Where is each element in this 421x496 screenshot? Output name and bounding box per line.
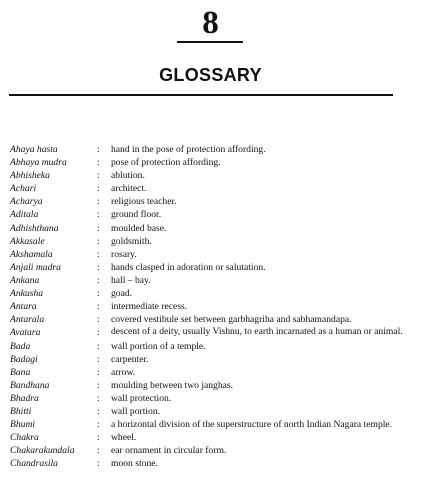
glossary-definition: wall portion. <box>111 405 161 417</box>
chapter-number: 8 <box>202 5 219 41</box>
glossary-term: Akkasale <box>10 235 45 247</box>
chapter-number-underline <box>177 41 243 43</box>
glossary-definition: ear ornament in circular form. <box>111 445 227 457</box>
title-divider <box>9 94 393 96</box>
glossary-entry <box>0 235 421 248</box>
glossary-definition: wheel. <box>111 432 137 444</box>
glossary-definition: pose of protection affording. <box>111 157 221 169</box>
glossary-definition: intermediate recess. <box>111 301 188 313</box>
glossary-term: Avatara <box>10 327 41 339</box>
term-separator: : <box>97 235 100 247</box>
glossary-term: Bada <box>10 340 31 352</box>
glossary-term: Bhadra <box>10 392 39 404</box>
term-separator: : <box>97 301 100 313</box>
glossary-definition: religious teacher. <box>111 196 177 208</box>
glossary-definition: descent of a deity, usually Vishnu, to earth incarnated as a human or animal. <box>111 326 403 338</box>
glossary-term: Abhaya mudra <box>10 157 67 169</box>
term-separator: : <box>97 274 100 286</box>
term-separator: : <box>97 405 100 417</box>
glossary-definition: hall – bay. <box>111 274 151 286</box>
glossary-definition: rosary. <box>111 248 137 260</box>
glossary-entry <box>0 313 421 326</box>
term-separator: : <box>97 419 100 431</box>
glossary-term: Aditala <box>10 209 39 221</box>
glossary-entry <box>0 169 421 182</box>
glossary-definition: ablution. <box>111 170 145 182</box>
glossary-entry <box>0 392 421 405</box>
term-separator: : <box>97 144 100 155</box>
glossary-term: Bandhana <box>10 379 50 391</box>
term-separator: : <box>97 432 100 444</box>
glossary-term: Chakra <box>10 432 39 444</box>
glossary-definition: goad. <box>111 288 133 300</box>
glossary-definition: moon stone. <box>111 458 158 470</box>
glossary-term: Ankusha <box>10 288 44 300</box>
glossary-entry <box>0 195 421 208</box>
term-separator: : <box>97 261 100 273</box>
glossary-term: Abhisheka <box>10 170 50 182</box>
glossary-definition: goldsmith. <box>111 235 152 247</box>
glossary-entry <box>0 353 421 366</box>
term-separator: : <box>97 392 100 404</box>
term-separator: : <box>97 314 100 326</box>
glossary-term: Adhishthana <box>10 222 59 234</box>
glossary-entry <box>0 326 421 339</box>
glossary-entry <box>0 261 421 274</box>
term-separator: : <box>97 379 100 391</box>
glossary-definition: wall portion of a temple. <box>111 340 206 352</box>
term-separator: : <box>97 209 100 221</box>
glossary-term: Bhumi <box>10 419 36 431</box>
glossary-entry <box>0 405 421 418</box>
glossary-entry <box>0 287 421 300</box>
glossary-term: Anjali mudra <box>10 261 61 273</box>
glossary-definition: a horizontal division of the superstructure of north Indian Nagara temple. <box>111 419 393 431</box>
glossary-entry <box>0 444 421 457</box>
glossary-definition: wall protection. <box>111 392 172 404</box>
glossary-term: Ankana <box>10 274 40 286</box>
term-separator: : <box>97 196 100 208</box>
glossary-definition: hands clasped in adoration or salutation. <box>111 261 266 273</box>
glossary-term: Acharya <box>10 196 43 208</box>
term-separator: : <box>97 340 100 352</box>
glossary-entry <box>0 222 421 235</box>
page-title: GLOSSARY <box>159 65 262 85</box>
glossary-definition: moulded base. <box>111 222 167 234</box>
glossary-entry <box>0 418 421 431</box>
glossary-term: Antarala <box>10 314 45 326</box>
glossary-entry <box>0 156 421 169</box>
term-separator: : <box>97 353 100 365</box>
glossary-term: Achari <box>10 183 37 195</box>
term-separator: : <box>97 248 100 260</box>
glossary-term: Badagi <box>10 353 38 365</box>
glossary-term: Akshamala <box>10 248 53 260</box>
term-separator: : <box>97 445 100 457</box>
glossary-term: Ahaya hasta <box>10 144 58 155</box>
glossary-term: Bana <box>10 366 31 378</box>
glossary-entry <box>0 379 421 392</box>
glossary-list <box>0 143 421 470</box>
glossary-definition: ground floor. <box>111 209 162 221</box>
term-separator: : <box>97 366 100 378</box>
glossary-entry <box>0 182 421 195</box>
term-separator: : <box>97 327 100 339</box>
term-separator: : <box>97 222 100 234</box>
term-separator: : <box>97 183 100 195</box>
term-separator: : <box>97 157 100 169</box>
glossary-entry <box>0 340 421 353</box>
term-separator: : <box>97 458 100 470</box>
glossary-entry <box>0 366 421 379</box>
glossary-definition: architect. <box>111 183 147 195</box>
glossary-entry <box>0 274 421 287</box>
glossary-definition: moulding between two janghas. <box>111 379 234 391</box>
glossary-definition: hand in the pose of protection affording. <box>111 144 266 155</box>
glossary-entry <box>0 300 421 313</box>
glossary-entry <box>0 431 421 444</box>
glossary-entry <box>0 248 421 261</box>
term-separator: : <box>97 170 100 182</box>
glossary-term: Chandrasila <box>10 458 58 470</box>
term-separator: : <box>97 288 100 300</box>
glossary-definition: carpenter. <box>111 353 149 365</box>
glossary-term: Bhitti <box>10 405 32 417</box>
glossary-entry <box>0 143 421 156</box>
glossary-term: Chakarakundala <box>10 445 75 457</box>
glossary-definition: covered vestibule set between garbhagriha and sabhamandapa. <box>111 314 352 326</box>
glossary-entry <box>0 457 421 470</box>
glossary-definition: arrow. <box>111 366 136 378</box>
glossary-term: Antara <box>10 301 37 313</box>
glossary-entry <box>0 208 421 221</box>
